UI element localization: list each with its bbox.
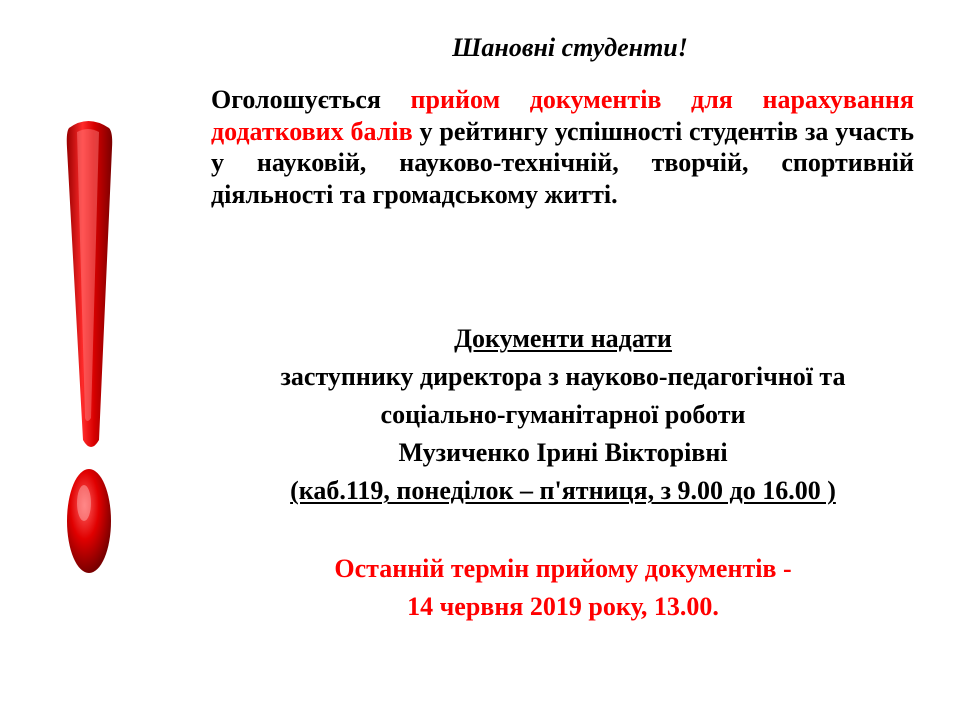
intro-text-start: Оголошується [211, 85, 411, 114]
greeting: Шановні студенти! [452, 33, 688, 62]
documents-line-1: заступнику директора з науково-педагогічної та [280, 362, 846, 391]
documents-block [210, 320, 916, 510]
documents-line-2: соціально-гуманітарної роботи [380, 400, 746, 429]
documents-line-3: Музиченко Ірині Вікторівні [398, 438, 728, 467]
intro-text-end: у рейтингу успішності студентів за участь у науковій, науково-технічній, творчій, спортивній діяльності та громадському житті. [211, 116, 914, 209]
deadline-block [210, 550, 916, 626]
intro-paragraph [211, 84, 914, 210]
deadline-line-2: 14 червня 2019 року, 13.00. [407, 592, 719, 621]
documents-heading: Документи надати [454, 324, 672, 353]
exclamation-mark-icon [55, 118, 125, 588]
intro-highlight: прийом документів для нарахування додаткових балів [211, 85, 914, 146]
documents-schedule: (каб.119, понеділок – п'ятниця, з 9.00 до 16.00 ) [290, 476, 836, 505]
deadline-line-1: Останній термін прийому документів - [334, 554, 792, 583]
